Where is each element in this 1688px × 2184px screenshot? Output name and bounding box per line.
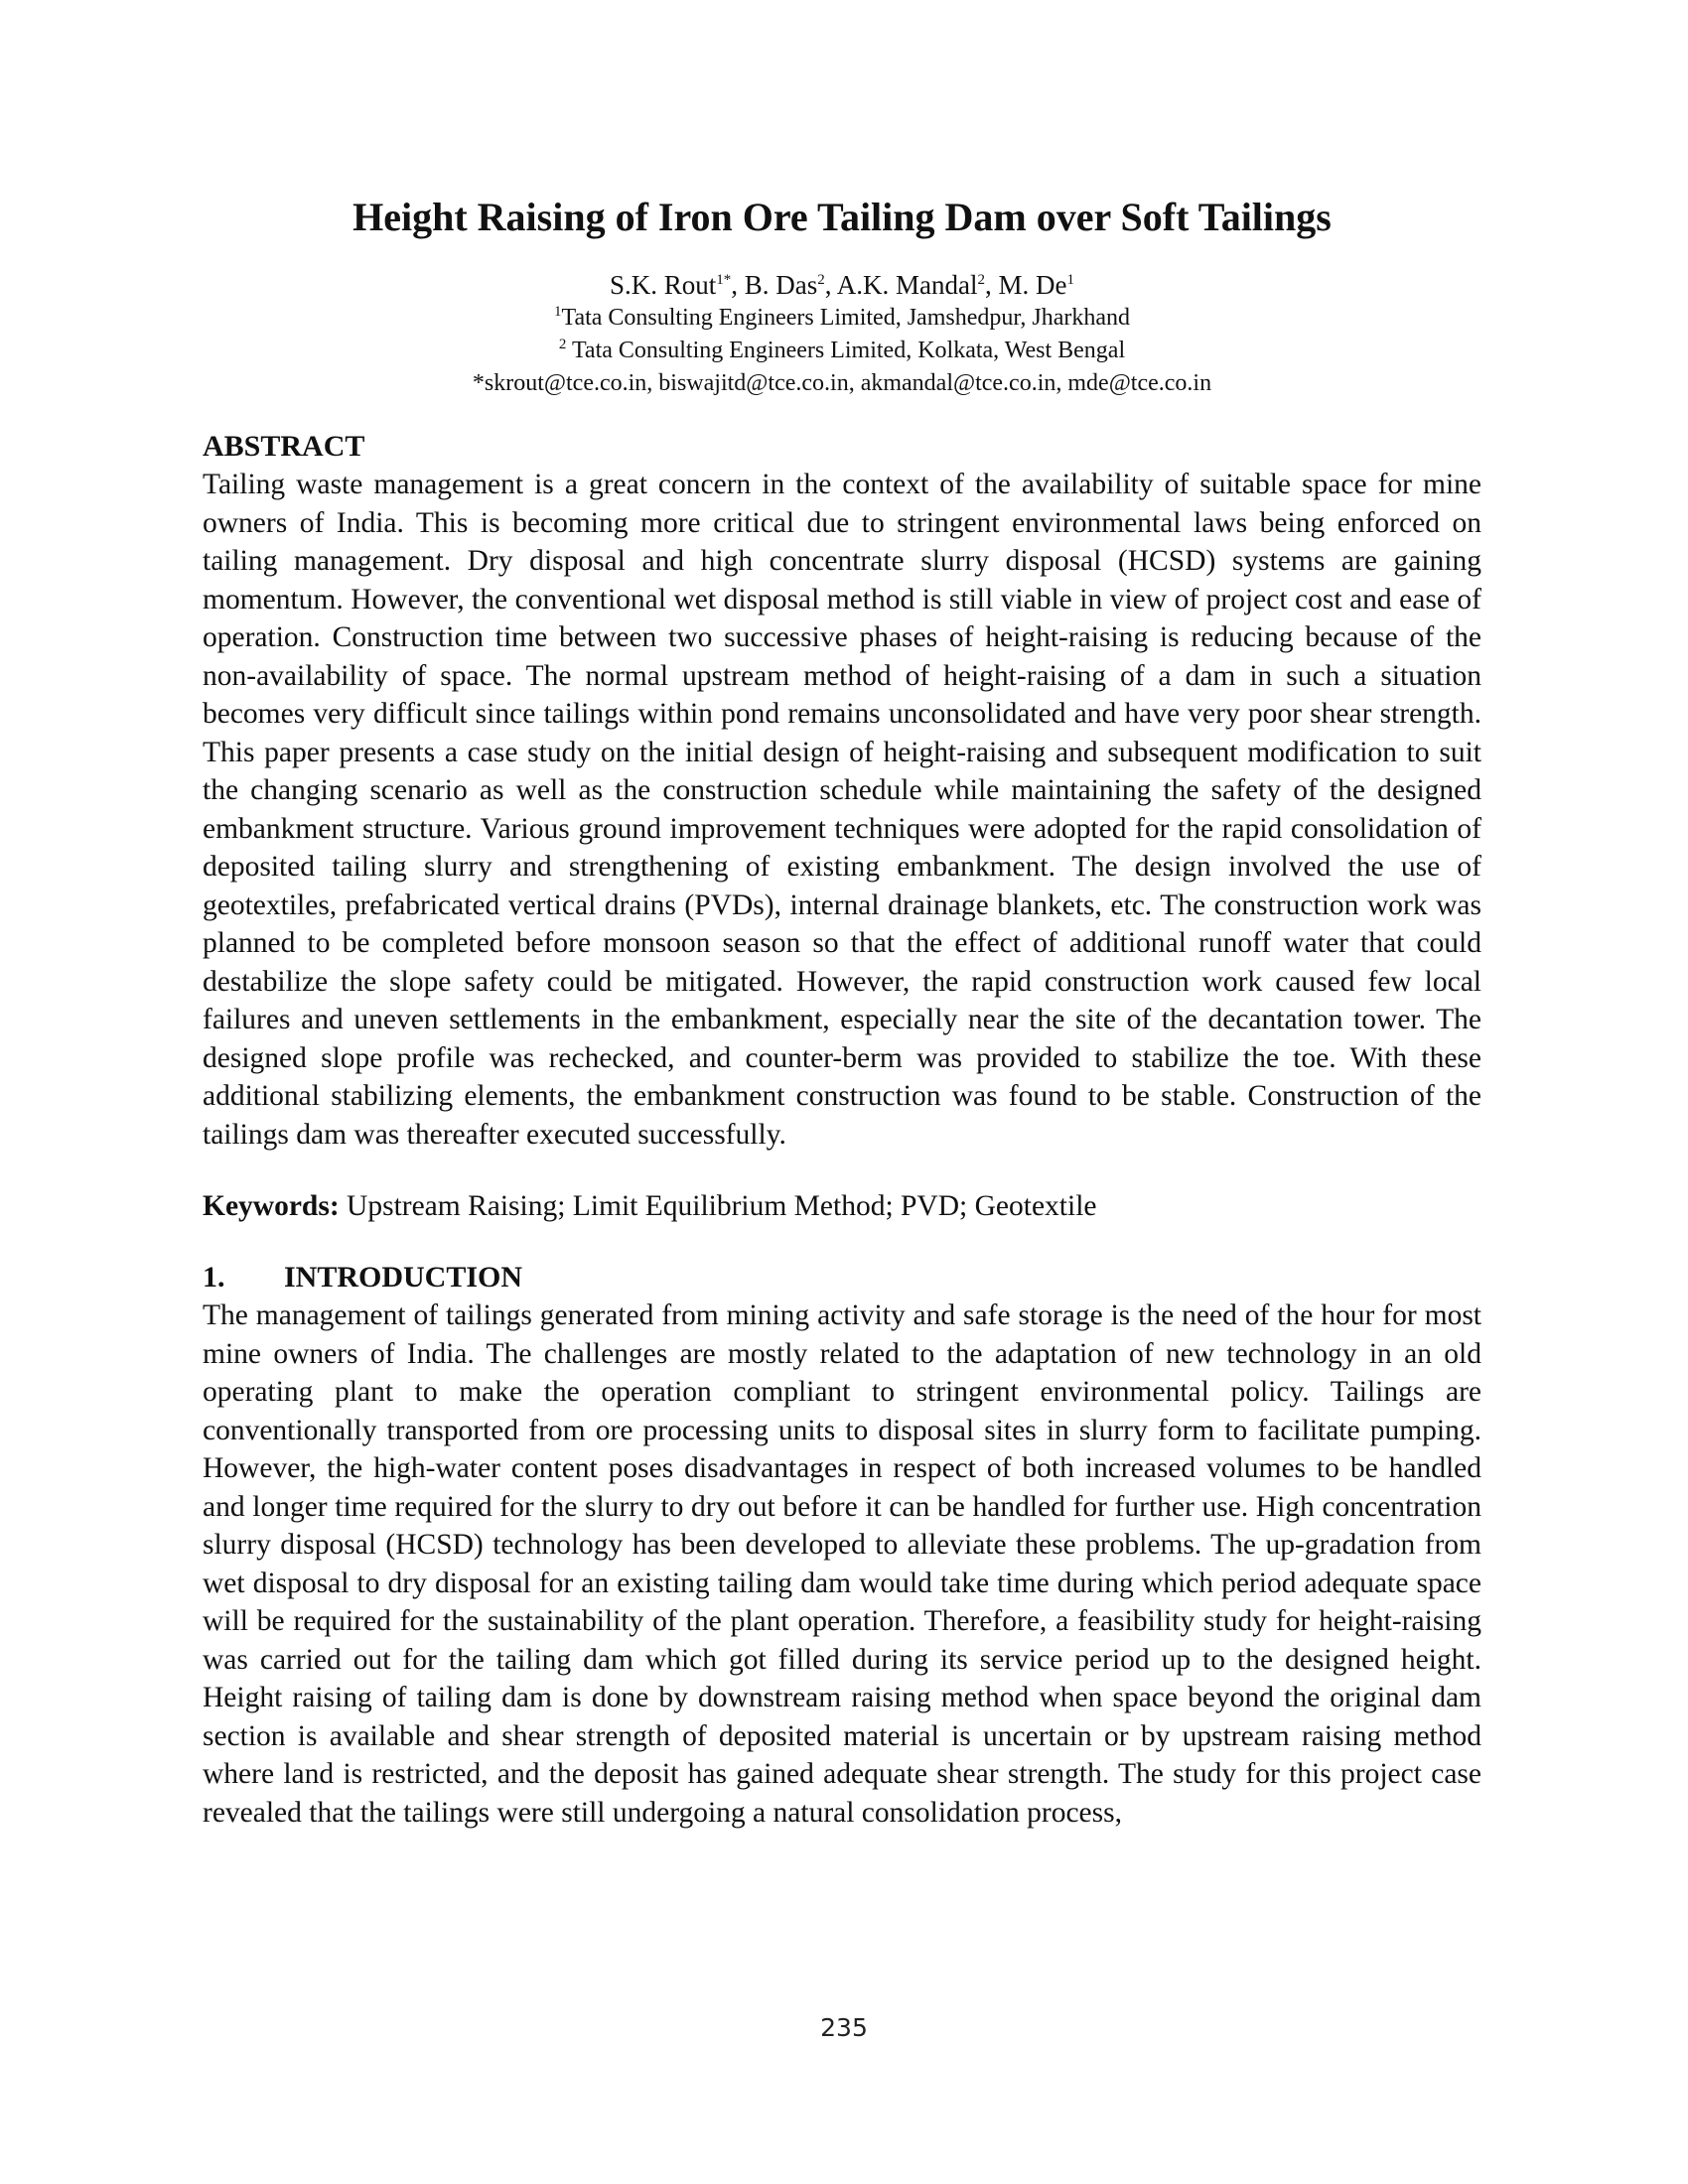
author-name: A.K. Mandal (836, 270, 978, 300)
keywords-label: Keywords: (203, 1190, 340, 1222)
affiliation-1 (203, 302, 1481, 335)
abstract-text: Tailing waste management is a great concern in the context of the availability of suitable space for mine owners of India. This is becoming more critical due to stringent environmental laws being enforced on tailing management. Dry disposal and high concentrate slurry disposal (HCSD) systems are gaining momentum. However, the conventional wet disposal method is still viable in view of project cost and ease of operation. Construction time between two successive phases of height-raising is reducing because of the non-availability of space. The normal upstream method of height-raising of a dam in such a situation becomes very difficult since tailings within pond remains unconsolidated and have very poor shear strength. This paper presents a case study on the initial design of height-raising and subsequent modification to suit the changing scenario as well as the construction schedule while maintaining the safety of the designed embankment structure. Various ground improvement techniques were adopted for the rapid consolidation of deposited tailing slurry and strengthening of existing embankment. The design involved the use of geotextiles, prefabricated vertical drains (PVDs), internal drainage blankets, etc. The construction work was planned to be completed before monsoon season so that the effect of additional runoff water that could destabilize the slope safety could be mitigated. However, the rapid construction work caused few local failures and uneven settlements in the embankment, especially near the site of the decantation tower. The designed slope profile was rechecked, and counter-berm was provided to stabilize the toe. With these additional stabilizing elements, the embankment construction was found to be stable. Construction of the tailings dam was thereafter executed successfully. (203, 469, 1481, 1151)
abstract-heading: ABSTRACT (203, 430, 365, 463)
author-superscript: 1 (1066, 272, 1075, 288)
introduction-heading (203, 1259, 1481, 1297)
paper-page (203, 194, 1481, 1832)
keywords-line (203, 1187, 1481, 1225)
section-title: INTRODUCTION (284, 1261, 523, 1294)
paper-title: Height Raising of Iron Ore Tailing Dam over Soft Tailings (352, 195, 1332, 239)
introduction-text: The management of tailings generated from mining activity and safe storage is the need of the hour for most mine owners of India. The challenges are mostly related to the adaptation of new technology in an old operating plant to make the operation compliant to stringent environmental policy. Tailings are conventionally transported from ore processing units to disposal sites in slurry form to facilitate pumping. However, the high-water content poses disadvantages in respect of both increased volumes to be handled and longer time required for the slurry to dry out before it can be handled for further use. High concentration slurry disposal (HCSD) technology has been developed to alleviate these problems. The up-gradation from wet disposal to dry disposal for an existing tailing dam would take time during which period adequate space will be required for the sustainability of the plant operation. Therefore, a feasibility study for height-raising was carried out for the tailing dam which got filled during its service period up to the designed height. Height raising of tailing dam is done by downstream raising method when space beyond the original dam section is available and shear strength of deposited material is uncertain or by upstream raising method where land is restricted, and the deposit has gained adequate shear strength. The study for this project case revealed that the tailings were still undergoing a natural consolidation process, (203, 1299, 1481, 1829)
author-superscript: 2 (977, 272, 986, 288)
author-line: S.K. Rout$^{1*}$, B. Das$^2$, A.K. Mandal$^2$, M. De$^1$ (609, 270, 1075, 300)
author-superscript: 2 (817, 272, 825, 288)
affiliation-superscript: 2 (558, 337, 567, 352)
keywords-text: Upstream Raising; Limit Equilibrium Method; PVD; Geotextile (339, 1190, 1097, 1222)
affiliation-2 (203, 335, 1481, 367)
author-name: B. Das (744, 270, 818, 300)
affiliation-text: Tata Consulting Engineers Limited, Jamshedpur, Jharkhand (561, 305, 1131, 331)
section-number: 1. (203, 1261, 225, 1294)
affiliation-superscript: 1 (553, 304, 562, 320)
author-name: M. De (998, 270, 1067, 300)
page-number: 235 (820, 2013, 868, 2042)
author-name: S.K. Rout (609, 270, 717, 300)
affiliation-text: Tata Consulting Engineers Limited, Kolkata, West Bengal (566, 338, 1126, 363)
email-line: *skrout@tce.co.in, biswajitd@tce.co.in, akmandal@tce.co.in, mde@tce.co.in (472, 370, 1212, 396)
author-superscript: 1* (716, 272, 732, 288)
